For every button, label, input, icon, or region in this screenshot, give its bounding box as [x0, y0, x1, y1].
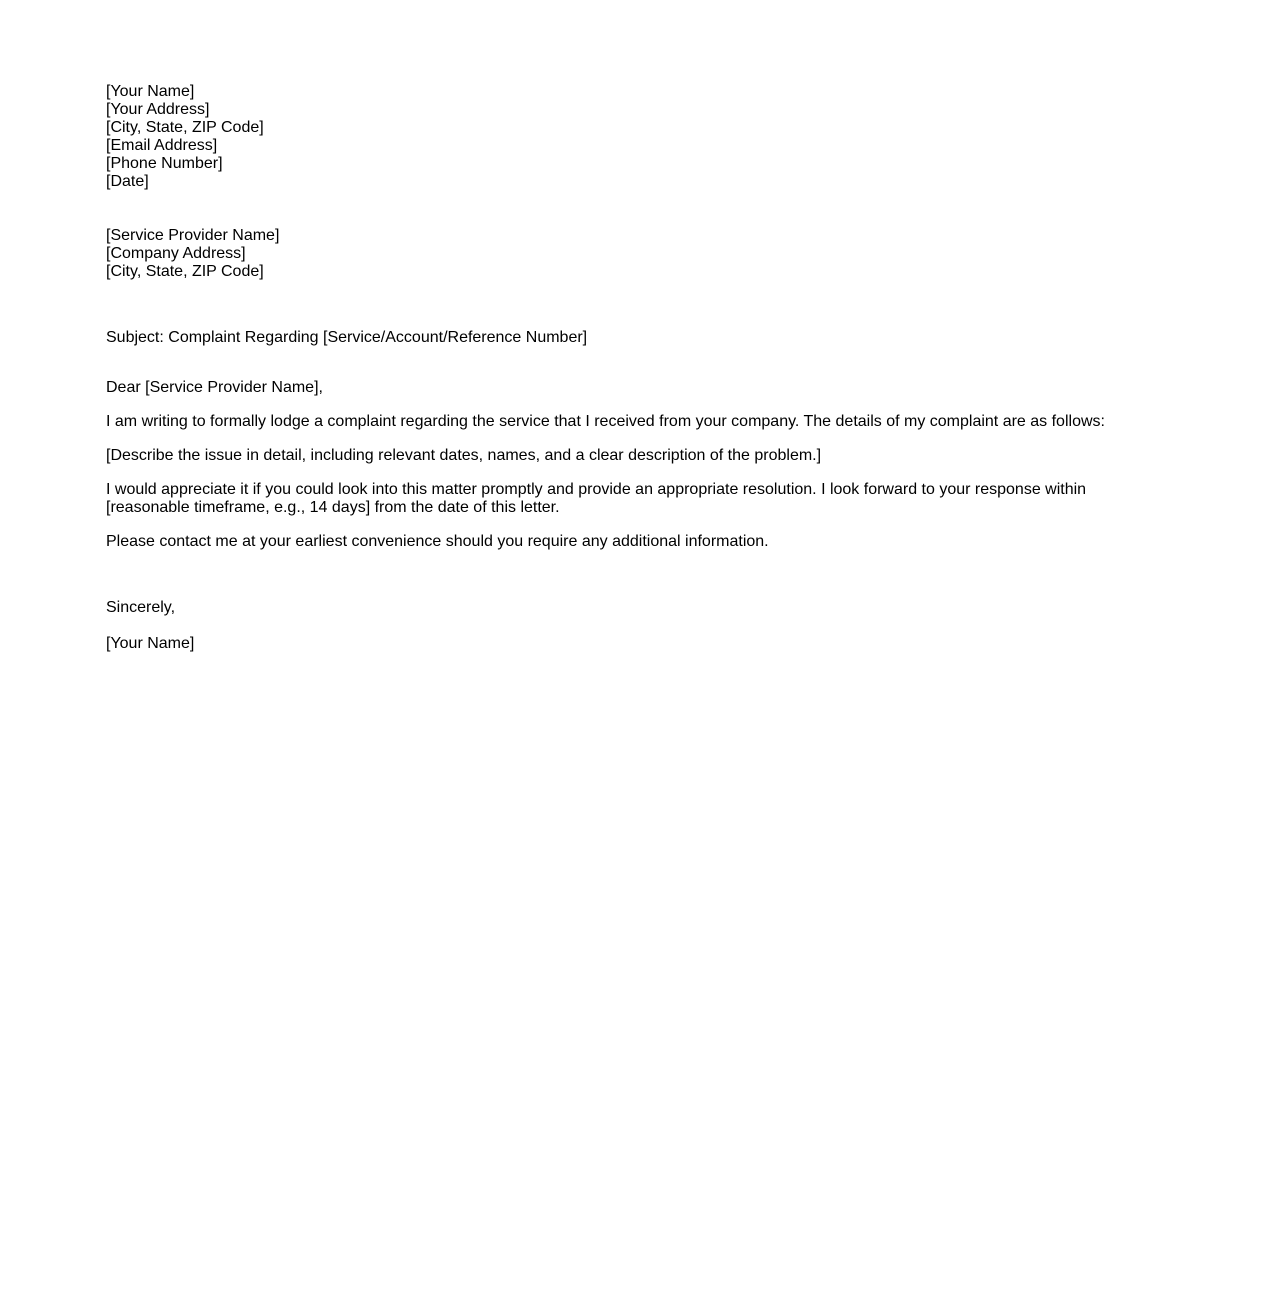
body-paragraph-issue-description: [Describe the issue in detail, including relevant dates, names, and a clear description of the problem.] [106, 447, 822, 464]
recipient-address-block [106, 227, 279, 281]
sender-address: [Your Address] [106, 101, 210, 118]
body-paragraph-contact: Please contact me at your earliest convenience should you require any additional information. [106, 533, 769, 550]
closing: Sincerely, [106, 599, 176, 616]
sender-address-block [106, 83, 264, 191]
sender-email: [Email Address] [106, 137, 218, 154]
recipient-city-state-zip: [City, State, ZIP Code] [106, 263, 264, 280]
recipient-name: [Service Provider Name] [106, 227, 280, 244]
sender-name: [Your Name] [106, 83, 195, 100]
sender-city-state-zip: [City, State, ZIP Code] [106, 119, 264, 136]
body-paragraph-intro: I am writing to formally lodge a complaint regarding the service that I received from your company. The details of my complaint are as follows: [106, 413, 1105, 430]
subject-line: Subject: Complaint Regarding [Service/Account/Reference Number] [106, 329, 588, 346]
recipient-address: [Company Address] [106, 245, 246, 262]
salutation: Dear [Service Provider Name], [106, 379, 323, 396]
body-paragraph-resolution-request: I would appreciate it if you could look into this matter promptly and provide an appropriate resolution. I look forward to your response within [reasonable timeframe, e.g., 14 days] from the date of this letter. [106, 481, 1087, 516]
sender-phone: [Phone Number] [106, 155, 223, 172]
signature-name: [Your Name] [106, 635, 195, 652]
letter-date: [Date] [106, 173, 149, 190]
